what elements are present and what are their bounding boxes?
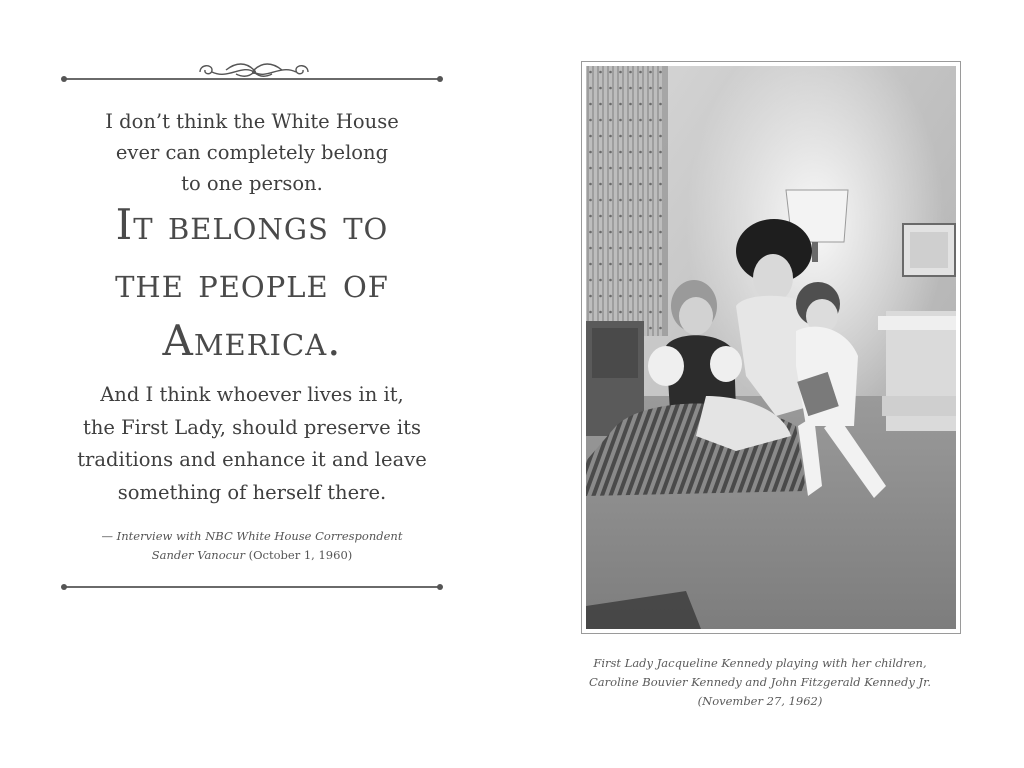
top-divider [64,78,440,80]
quote-tail-line: traditions and enhance it and leave [77,448,427,471]
family-photo-image [586,66,956,629]
caption-line: First Lady Jacqueline Kennedy playing with her children, [593,656,927,670]
quote-lead-line: I don’t think the White House [105,110,399,133]
attribution-line-2 [64,546,440,565]
quote-lead-line: ever can completely belong [115,141,389,164]
quote-attribution [64,527,440,565]
quote-lead-line: to one person. [181,172,323,195]
quote-tail-line: something of herself there. [117,480,387,504]
photo-frame [581,61,961,634]
quote-emphasis [40,196,464,370]
quote-tail [54,379,450,509]
attribution-date: (October 1, 1960) [244,548,353,562]
quote-lead [64,106,440,199]
attribution-line-1: — Interview with NBC White House Correspondent [101,529,403,543]
bottom-divider [64,586,440,588]
quote-tail-line: the First Lady, should preserve its [83,415,421,439]
attribution-name: Sander Vanocur [151,548,245,562]
quote-emphasis-line: the people of [115,258,389,307]
quote-emphasis-line: America. [162,316,342,365]
caption-line: (November 27, 1962) [697,694,823,708]
photo-caption [560,654,960,711]
caption-line: Caroline Bouvier Kennedy and John Fitzgerald Kennedy Jr. [589,675,931,689]
quote-emphasis-line: It belongs to [115,200,389,249]
quote-tail-line: And I think whoever lives in it, [100,383,404,406]
